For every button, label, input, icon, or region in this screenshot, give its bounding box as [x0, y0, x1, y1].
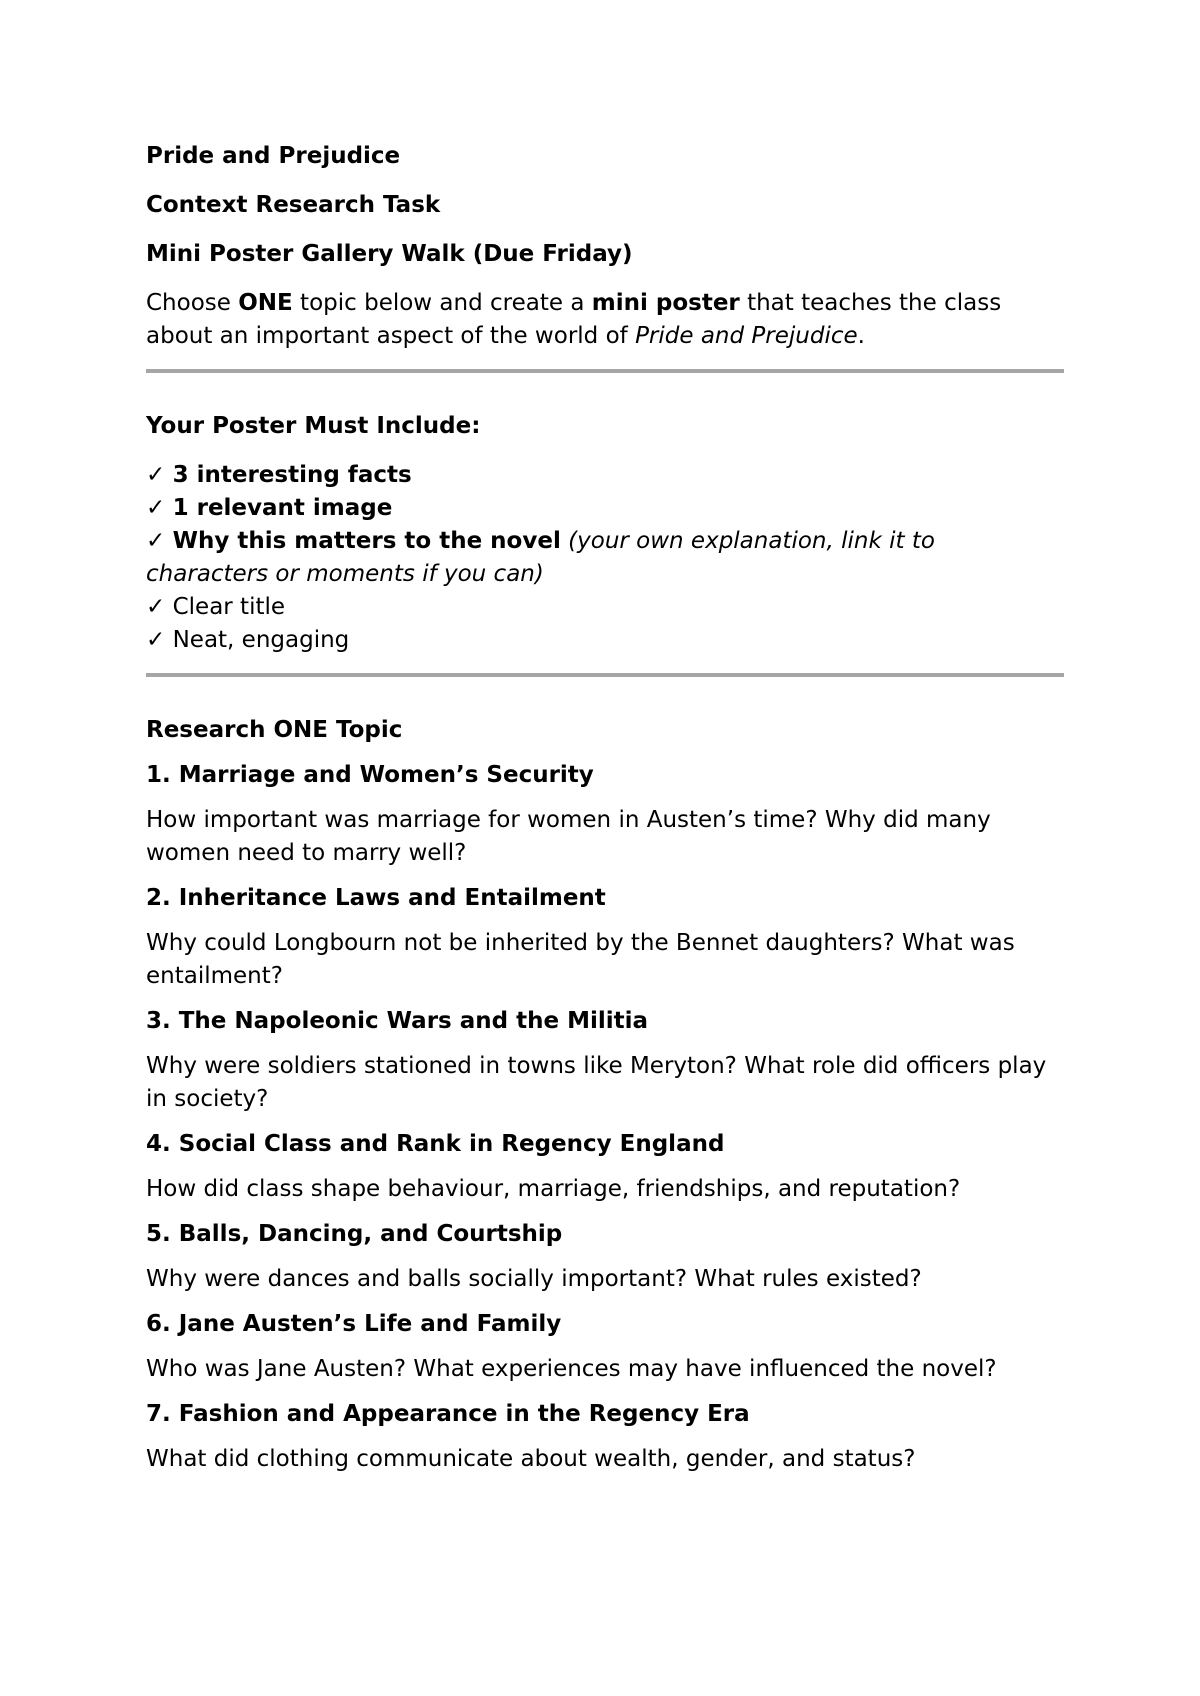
- topic-title: 1. Marriage and Women’s Security: [146, 762, 594, 788]
- requirements-heading: Your Poster Must Include:: [146, 413, 481, 439]
- doc-title: Pride and Prejudice: [146, 143, 401, 169]
- topic-title: 2. Inheritance Laws and Entailment: [146, 885, 606, 911]
- topic-question: How did class shape behaviour, marriage, friendships, and reputation?: [146, 1176, 961, 1202]
- topic-question: Who was Jane Austen? What experiences may have influenced the novel?: [146, 1356, 997, 1382]
- requirement-item: ✓ Why this matters to the novel (your own explanation, link it to characters or moments if you can): [146, 528, 935, 587]
- topic-title: 5. Balls, Dancing, and Courtship: [146, 1221, 563, 1247]
- requirement-item: ✓ Neat, engaging: [146, 627, 350, 653]
- topic-title: 7. Fashion and Appearance in the Regency Era: [146, 1401, 750, 1427]
- requirement-item: ✓ Clear title: [146, 594, 286, 620]
- checkmark-icon: ✓: [146, 594, 166, 620]
- requirement-item: ✓ 1 relevant image: [146, 495, 393, 521]
- topics-heading: Research ONE Topic: [146, 717, 403, 743]
- divider: [146, 369, 1064, 373]
- divider: [146, 673, 1064, 677]
- intro-paragraph: Choose ONE topic below and create a mini poster that teaches the class about an important aspect of the world of Pride and Prejudice.: [146, 290, 1002, 349]
- requirements-list: [146, 459, 1046, 657]
- checkmark-icon: ✓: [146, 462, 166, 488]
- topic-title: 4. Social Class and Rank in Regency England: [146, 1131, 725, 1157]
- topics-list: [146, 759, 1066, 1476]
- doc-subtitle: Context Research Task: [146, 192, 441, 218]
- topic-question: Why were dances and balls socially important? What rules existed?: [146, 1266, 922, 1292]
- topic-title: 6. Jane Austen’s Life and Family: [146, 1311, 562, 1337]
- topic-question: Why were soldiers stationed in towns like Meryton? What role did officers play in society?: [146, 1053, 1047, 1112]
- document-page: [146, 140, 1066, 1476]
- topic-question: Why could Longbourn not be inherited by the Bennet daughters? What was entailment?: [146, 930, 1015, 989]
- requirement-item: ✓ 3 interesting facts: [146, 462, 412, 488]
- task-title: Mini Poster Gallery Walk (Due Friday): [146, 241, 633, 267]
- topic-question: What did clothing communicate about wealth, gender, and status?: [146, 1446, 916, 1472]
- checkmark-icon: ✓: [146, 528, 166, 554]
- checkmark-icon: ✓: [146, 495, 166, 521]
- topic-question: How important was marriage for women in Austen’s time? Why did many women need to marry well?: [146, 807, 991, 866]
- topic-title: 3. The Napoleonic Wars and the Militia: [146, 1008, 649, 1034]
- checkmark-icon: ✓: [146, 627, 166, 653]
